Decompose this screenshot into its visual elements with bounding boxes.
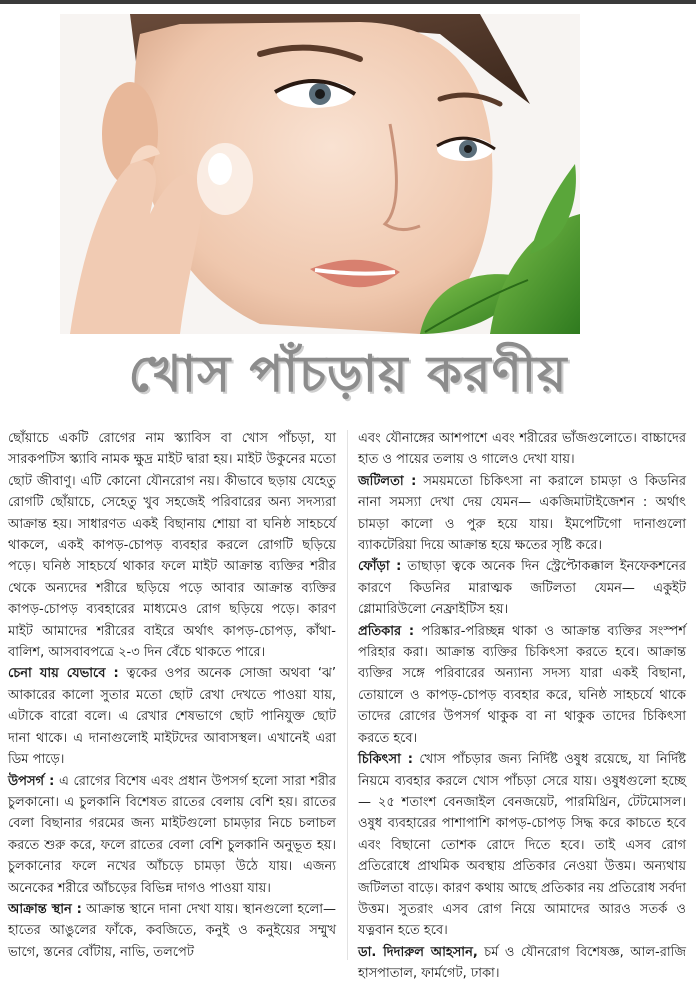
- section-heading: আক্রান্ত স্থান :: [8, 901, 82, 917]
- title-band: [0, 338, 696, 418]
- paragraph: ছোঁয়াচে একটি রোগের নাম স্ক্যাবিস বা খোস পাঁচড়া, যা সারকপটিস স্ক্যাবি নামক ক্ষুদ্র মাইট দ্বারা হয়। মাইট উকুনের মতো ছোট জীবাণু। এটি কোনো যৌনরোগ নয়। কীভাবে ছড়ায় যেহেতু রোগটি ছোঁয়াচে, সেহেতু খুব সহজেই পরিবারের অন্য সদস্যরা আক্রান্ত হয়। সাধারণত একই বিছানায় শোয়া বা ঘনিষ্ঠ সাহচর্যে থাকলে, একই কাপড়-চোপড় ব্যবহার করলে রোগটি ছড়িয়ে পড়ে। ঘনিষ্ঠ সাহচর্যে থাকার ফলে মাইট আক্রান্ত ব্যক্তির শরীর থেকে অন্যদের শরীরে ছড়িয়ে পড়ে আবার আক্রান্ত ব্যক্তির কাপড়-চোপড় ব্যবহারের মাধ্যমেও রোগ ছড়িয়ে পড়ে। কারণ মাইট আমাদের শরীরের বাইরে অর্থাৎ কাপড়-চোপড়, কাঁথা-বালিশ, আসবাবপত্রে ২-৩ দিন বেঁচে থাকতে পারে।: [8, 431, 336, 661]
- section-heading: প্রতিকার :: [358, 623, 415, 639]
- cream-dab-icon: [197, 143, 253, 215]
- section-heading: ফোঁড়া :: [358, 559, 402, 575]
- article-column-right: [358, 428, 686, 982]
- paragraph: এবং যৌনাঙ্গের আশপাশে এবং শরীরের ভাঁজগুলোতে। বাচ্চাদের হাত ও পায়ের তলায় ও গালেও দেখা যায়।: [358, 431, 686, 468]
- section-heading: জটিলতা :: [358, 473, 417, 489]
- paragraph: ফোঁড়া : তাছাড়া ত্বকে অনেক দিন স্ট্রেপ্টোকক্কাল ইনফেকশনের কারণে কিডনির মারাত্মক জটিলতা যেমন— একুইট গ্লোমারিউলো নেফ্রাইটিস হয়।: [358, 559, 686, 618]
- paragraph: জটিলতা : সময়মতো চিকিৎসা না করালে চামড়া ও কিডনির নানা সমস্যা দেখা দেয় যেমন— একজিমাটাইজেশন : অর্থাৎ চামড়া কালো ও পুরু হয়ে যায়। ইমপেটিগো দানাগুলো ব্যাকটেরিয়া দিয়ে আক্রান্ত হয়ে ক্ষতের সৃষ্টি করে।: [358, 473, 686, 554]
- section-heading: চেনা যায় যেভাবে :: [8, 666, 119, 682]
- woman-face-illustration: [60, 14, 580, 334]
- paragraph: চেনা যায় যেভাবে : ত্বকের ওপর অনেক সোজা অথবা ‘ঝ’ আকারের কালো সুতার মতো ছোট রেখা দেখতে পাওয়া যায়, এটাকে বারো বলে। এ রেখার শেষভাগে ছোট পানিযুক্ত ছোট দানা থাকে। এ দানাগুলোই মাইটদের আবাসস্থল। এখানেই এরা ডিম পাড়ে।: [8, 666, 336, 768]
- paragraph: চিকিৎসা : খোস পাঁচড়ার জন্য নির্দিষ্ট ওষুধ রয়েছে, যা নির্দিষ্ট নিয়মে ব্যবহার করলে খোস পাঁচড়া সেরে যায়। ওষুধগুলো হচ্ছে— ২৫ শতাংশ বেনজাইল বেনজয়েট, পারমিথ্রিন, টেটমোসল। ওষুধ ব্যবহারের পাশাপাশি কাপড়-চোপড় সিদ্ধ করে কাচতে হবে এবং বিছানো তোশক রোদে দিতে হবে। তাই এসব রোগ প্রতিরোধে প্রাথমিক অবস্থায় প্রতিকার নেওয়া উত্তম। অন্যথায় জটিলতা বাড়ে। কারণ কথায় আছে প্রতিকার নয় প্রতিরোধ সর্বদা উত্তম। সুতরাং এসব রোগ নিয়ে আমাদের আরও সতর্ক ও যত্নবান হতে হবে।: [358, 752, 686, 939]
- paragraph: আক্রান্ত স্থান : আক্রান্ত স্থানে দানা দেখা যায়। স্থানগুলো হলো— হাতের আঙুলের ফাঁকে, কবজিতে, কনুই ও কনুইয়ের সম্মুখ ভাগে, স্তনের বোঁটায়, নাভি, তলপেট: [8, 901, 336, 960]
- top-rule: [0, 0, 696, 4]
- author-byline: [358, 942, 686, 985]
- hero-image: [60, 14, 580, 334]
- section-heading: উপসর্গ :: [8, 773, 55, 789]
- section-heading: চিকিৎসা :: [358, 752, 413, 768]
- paragraph: উপসর্গ : এ রোগের বিশেষ এবং প্রধান উপসর্গ হলো সারা শরীর চুলকানো। এ চুলকানি বিশেষত রাতের বেলায় বেশি হয়। রাতের বেলা বিছানার গরমের জন্য মাইটগুলো চামড়ার নিচে চলাচল করতে শুরু করে, ফলে রাতের বেলা বেশি চুলকানি অনুভূত হয়। চুলকানোর ফলে নখের আঁচড়ে চামড়া উঠে যায়। এজন্য অনেকের শরীরে আঁচড়ের বিভিন্ন দাগও পাওয়া যায়।: [8, 773, 336, 896]
- column-divider: [347, 430, 348, 960]
- author-credentials: চর্ম ও যৌনরোগ বিশেষজ্ঞ, আল-রাজি হাসপাতাল, ফার্মগেট, ঢাকা।: [358, 944, 686, 982]
- author-name: ডা. দিদারুল আহসান,: [358, 944, 478, 960]
- page-title: খোস পাঁচড়ায় করণীয়: [128, 344, 568, 403]
- article-column-left: [8, 428, 336, 968]
- paragraph: প্রতিকার : পরিষ্কার-পরিচ্ছন্ন থাকা ও আক্রান্ত ব্যক্তির সংস্পর্শ পরিহার করা। আক্রান্ত ব্যক্তির চিকিৎসা করতে হবে। আক্রান্ত ব্যক্তির সঙ্গে পরিবারের অন্যান্য সদস্য যারা একই বিছানা, তোয়ালে ও কাপড়-চোপড় ব্যবহার করে, ঘনিষ্ঠ সাহচর্যে থাকে তাদের রোগের উপসর্গ থাকুক বা না থাকুক তাদের চিকিৎসা করতে হবে।: [358, 623, 686, 746]
